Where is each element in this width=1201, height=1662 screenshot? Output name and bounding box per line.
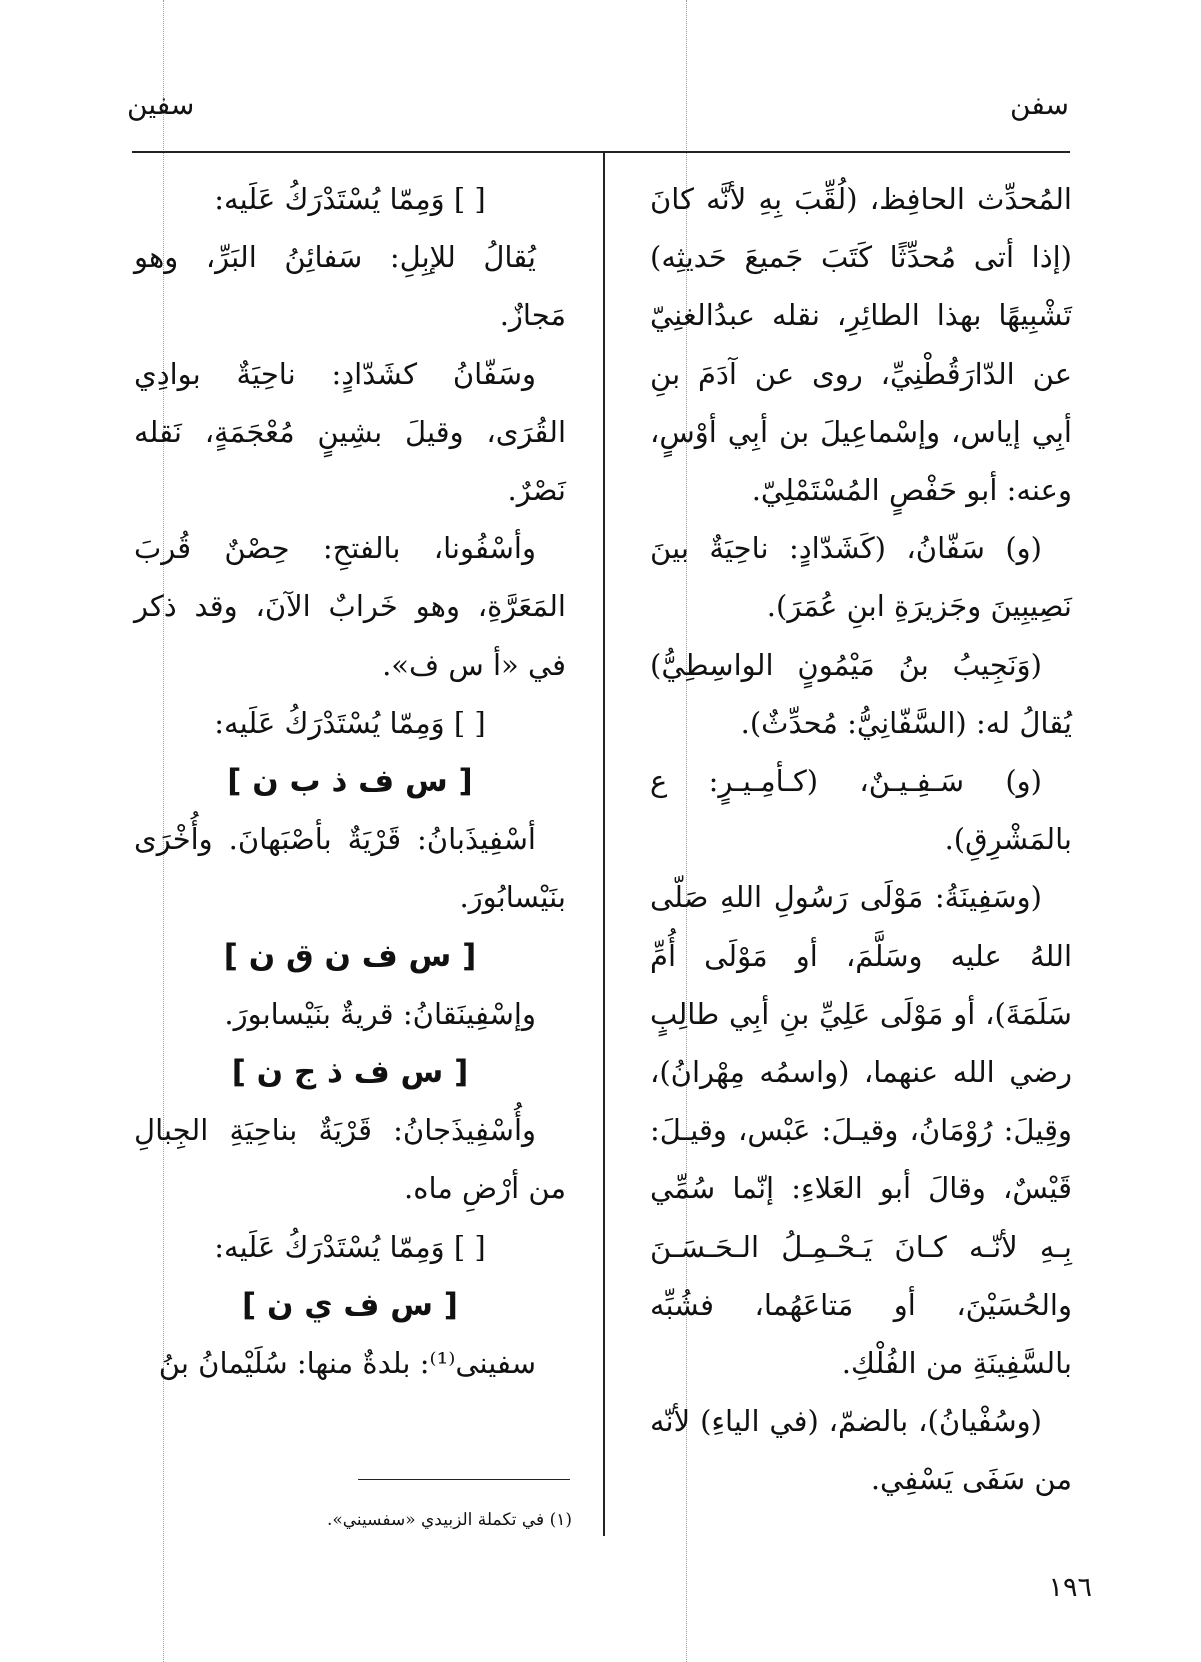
paragraph: (وسَفِينَةُ: مَوْلَى رَسُولِ اللهِ صَلّى اللهُ عليه وسَلَّمَ، أو مَوْلَى أُمِّ سَلَمَةَ)، أو مَوْلَى عَلِيِّ بنِ أبِي طالِبٍ رضي الله عنهما، (واسمُه مِهْرانُ)، وقِيلَ: رُوْمَانُ، وقيـلَ: عَبْس، وقيـلَ: قَيْسٌ، وقالَ أبو العَلاءِ: إنّما سُمِّي بِـهِ لأنّـه كـانَ يَـحْـمِـلُ الـحَـسَـنَ والحُسَيْنَ، أو مَتاعَهُما، فشُبِّه بالسَّفِينَةِ من الفُلْكِ.	[650, 880, 1072, 1381]
paragraph: المُحدِّث الحافِظ، (لُقِّبَ بِهِ لأنَّه كانَ (إذا أتى مُحدِّثًا كَتَبَ جَميعَ حَديثِه) تَشْبِيهًا بهذا الطائِرِ، نقله عبدُالغنِيّ عن الدّارَقُطْنِيِّ، روى عن آدَمَ بنِ أبِي إياس، وإسْماعِيلَ بن أبِي أوْسٍ، وعنه: أبو حَفْصٍ المُسْتَمْلِيّ.	[650, 182, 1072, 508]
paragraph: (وَنَجِيبُ بنُ مَيْمُونٍ الواسِطِيُّ) يُقالُ له: (السَّفّانِيُّ: مُحدِّثٌ).	[650, 647, 1072, 740]
paragraph: (و) سَـفِـيـنٌ، (كـأمِـيـرٍ: ع بالمَشْرِقِ).	[650, 764, 1072, 857]
entry-heading: [ س ف ذ ج ن ]	[231, 1054, 469, 1091]
paragraph: سفينى⁽¹⁾: بلدةٌ منها: سُلَيْمانُ بنُ	[158, 1346, 536, 1381]
addendum-line: [ ] وَمِمّا يُسْتَدْرَكُ عَلَيه:	[214, 1229, 486, 1264]
footnote: (١) في تكملة الزبيدي «سفسيني».	[326, 1510, 572, 1530]
page-number: ١٩٦	[1048, 1572, 1092, 1603]
paragraph: يُقالُ للإبِلِ: سَفائِنُ البَرِّ، وهو مَجازٌ.	[134, 240, 566, 333]
right-column	[650, 170, 1072, 1509]
paragraph: وأسْفُونا، بالفتحِ: حِصْنٌ قُربَ المَعَرَّةِ، وهو خَرابٌ الآنَ، وقد ذكر في «أ س ف».	[134, 531, 566, 682]
footnote-rule	[358, 1479, 570, 1480]
header-rule	[132, 151, 1070, 153]
addendum-line: [ ] وَمِمّا يُسْتَدْرَكُ عَلَيه:	[214, 705, 486, 740]
entry-heading: [ س ف ي ن ]	[242, 1286, 458, 1323]
addendum-line: [ ] وَمِمّا يُسْتَدْرَكُ عَلَيه:	[214, 182, 486, 216]
entry-heading: [ س ف ذ ب ن ]	[227, 763, 473, 800]
paragraph: وسَفّانُ كشَدّادٍ: ناحِيَةٌ بوادِي القُرَى، وقيلَ بشِينٍ مُعْجَمَةٍ، نَقله نَصْرٌ.	[134, 356, 566, 508]
paragraph: وأُسْفِيذَجانُ: قَرْيَةٌ بناحِيَةِ الجِبالِ من أرْضِ ماه.	[134, 1113, 566, 1206]
entry-heading: [ س ف ن ق ن ]	[223, 937, 477, 974]
paragraph: (وسُفْيانُ)، بالضمّ، (في الياءِ) لأنّه من سَفَى يَسْفِي.	[650, 1404, 1072, 1497]
paragraph: (و) سَفّانُ، (كَشَدّادٍ: ناحِيَةٌ بينَ نَصِيبِينَ وجَزيرَةِ ابنِ عُمَرَ).	[650, 531, 1072, 624]
paragraph: وإسْفِينَقانُ: قريةٌ بنَيْسابورَ.	[224, 996, 536, 1031]
paragraph: أسْفِيذَبانُ: قَرْيَةٌ بأصْبَهانَ. وأُخْرَى بنَيْسابُورَ.	[134, 822, 566, 915]
running-header-right: سفن	[1010, 88, 1069, 121]
left-column	[134, 170, 566, 1392]
column-separator	[603, 151, 605, 1536]
running-header-left: سفين	[127, 88, 195, 121]
